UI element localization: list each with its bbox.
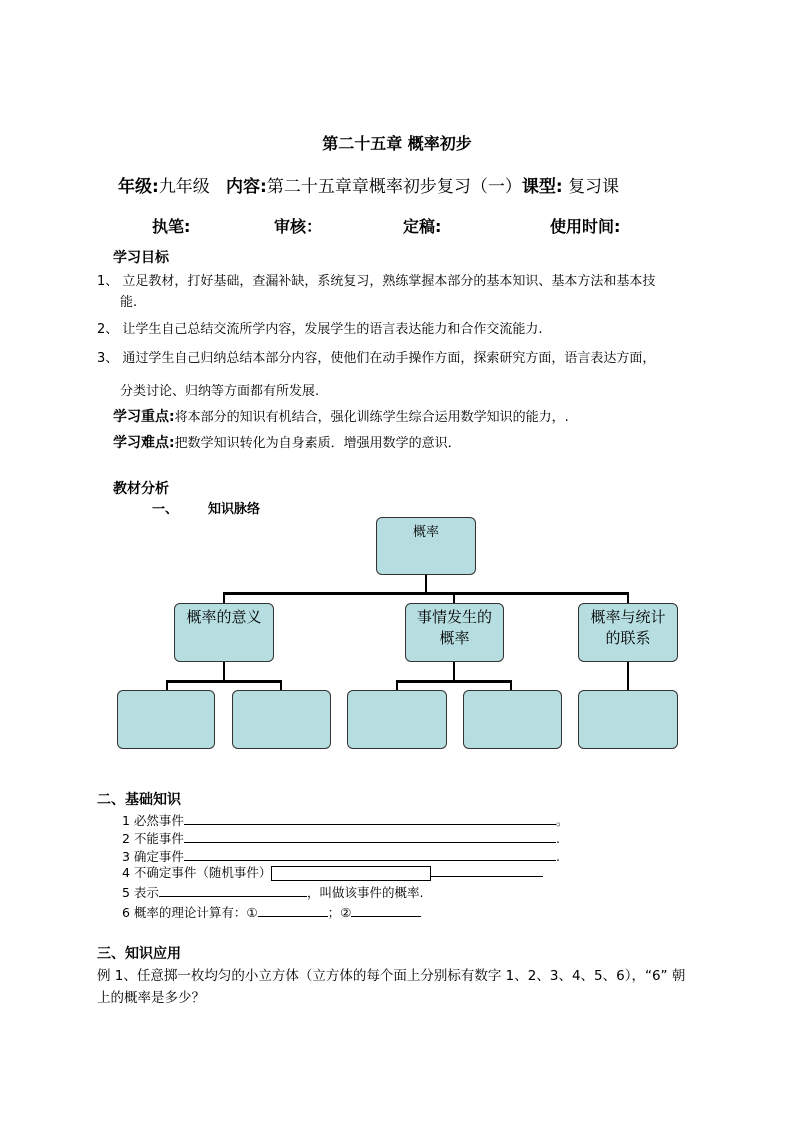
- basics-item-5: [122, 883, 423, 901]
- key-point: [113, 406, 569, 426]
- item-end: .: [555, 831, 560, 846]
- diagram-leaf-empty: [347, 690, 447, 749]
- diagram-leaf-empty: [117, 690, 215, 749]
- diagram-node-meaning: 概率的意义: [174, 603, 274, 662]
- objective-item: 能.: [120, 295, 138, 310]
- blank-line[interactable]: [351, 904, 421, 917]
- objective-item: 分类讨论、归纳等方面都有所发展.: [120, 384, 320, 399]
- basics-heading: 二、基础知识: [97, 792, 181, 808]
- final-label: 定稿:: [403, 217, 442, 236]
- item-label: ；②: [327, 905, 352, 920]
- connector: [223, 592, 629, 595]
- example-line: 例 1、任意掷一枚均匀的小立方体（立方体的每个面上分别标有数字 1、2、3、4、5、6），“6” 朝: [97, 968, 686, 984]
- page-title: 第二十五章 概率初步: [322, 134, 472, 153]
- diagram-node-statistics: [578, 603, 678, 662]
- difficulty-label: 学习难点:: [113, 435, 175, 451]
- answer-box[interactable]: [271, 866, 431, 881]
- node-line: 事情发生的: [416, 608, 492, 626]
- meta-row: [118, 172, 619, 197]
- connector: [396, 680, 512, 683]
- item-end: 。: [555, 813, 569, 828]
- connector: [627, 662, 629, 691]
- diagram-leaf-empty: [463, 690, 562, 749]
- objective-item: 3、 通过学生自己归纳总结本部分内容，使他们在动手操作方面，探索研究方面，语言表达方面，: [97, 351, 656, 366]
- application-heading: 三、知识应用: [97, 946, 181, 962]
- example-line: 上的概率是多少？: [97, 990, 205, 1006]
- grade-value: 九年级: [158, 177, 210, 197]
- item-label: 6 概率的理论计算有：①: [122, 905, 258, 920]
- key-point-text: 将本部分的知识有机结合，强化训练学生综合运用数学知识的能力，.: [174, 410, 569, 425]
- item-label: 2 不能事件: [122, 831, 184, 846]
- objectives-heading: 学习目标: [113, 250, 169, 266]
- connector: [166, 680, 282, 683]
- item-label: 3 确定事件: [122, 849, 184, 864]
- blank-line[interactable]: [159, 884, 307, 897]
- objective-item: 1、 立足教材，打好基础，查漏补缺，系统复习，熟练掌握本部分的基本知识、基本方法和基本技: [97, 274, 656, 289]
- item-end: .: [555, 849, 560, 864]
- diagram-leaf-empty: [232, 690, 331, 749]
- connector: [223, 662, 225, 682]
- blank-line[interactable]: [184, 812, 556, 825]
- content-label: 内容:: [226, 177, 267, 197]
- grade-label: 年级:: [118, 177, 159, 197]
- diagram-root: 概率: [376, 517, 476, 575]
- blank-line[interactable]: [258, 904, 328, 917]
- blank-line[interactable]: [184, 848, 556, 861]
- analysis-sub-num: 一、: [152, 502, 179, 517]
- diagram-node-probability: [405, 603, 504, 662]
- author-label: 执笔:: [152, 217, 191, 236]
- review-label: 审核：: [274, 217, 323, 236]
- item-label: ，叫做该事件的概率.: [306, 885, 424, 900]
- difficulty: [113, 432, 461, 452]
- basics-item-6: [122, 903, 421, 921]
- diagram-leaf-empty: [578, 690, 678, 749]
- item-label: 5 表示: [122, 885, 159, 900]
- item-label: 1 必然事件: [122, 813, 184, 828]
- connector: [425, 575, 427, 593]
- objective-item: 2、 让学生自己总结交流所学内容，发展学生的语言表达能力和合作交流能力.: [97, 322, 543, 337]
- analysis-sub-title: 知识脉络: [208, 502, 261, 517]
- blank-line[interactable]: [431, 864, 543, 877]
- connector: [453, 662, 455, 682]
- key-point-label: 学习重点:: [113, 409, 175, 425]
- time-label: 使用时间:: [550, 217, 621, 236]
- node-line: 概率: [439, 629, 470, 647]
- content-value: 第二十五章章概率初步复习（一）: [266, 177, 522, 197]
- basics-item-1: [122, 811, 568, 829]
- basics-item-2: [122, 829, 560, 847]
- type-label: 课型:: [521, 177, 563, 197]
- difficulty-text: 把数学知识转化为自身素质．增强用数学的意识．: [174, 436, 461, 451]
- node-line: 概率与统计: [590, 608, 666, 626]
- item-label: 4 不确定事件（随机事件）: [122, 865, 272, 880]
- blank-line[interactable]: [184, 830, 556, 843]
- basics-item-4: [122, 863, 543, 881]
- type-value: 复习课: [568, 177, 620, 197]
- node-line: 的联系: [605, 629, 651, 647]
- analysis-heading: 教材分析: [113, 481, 169, 497]
